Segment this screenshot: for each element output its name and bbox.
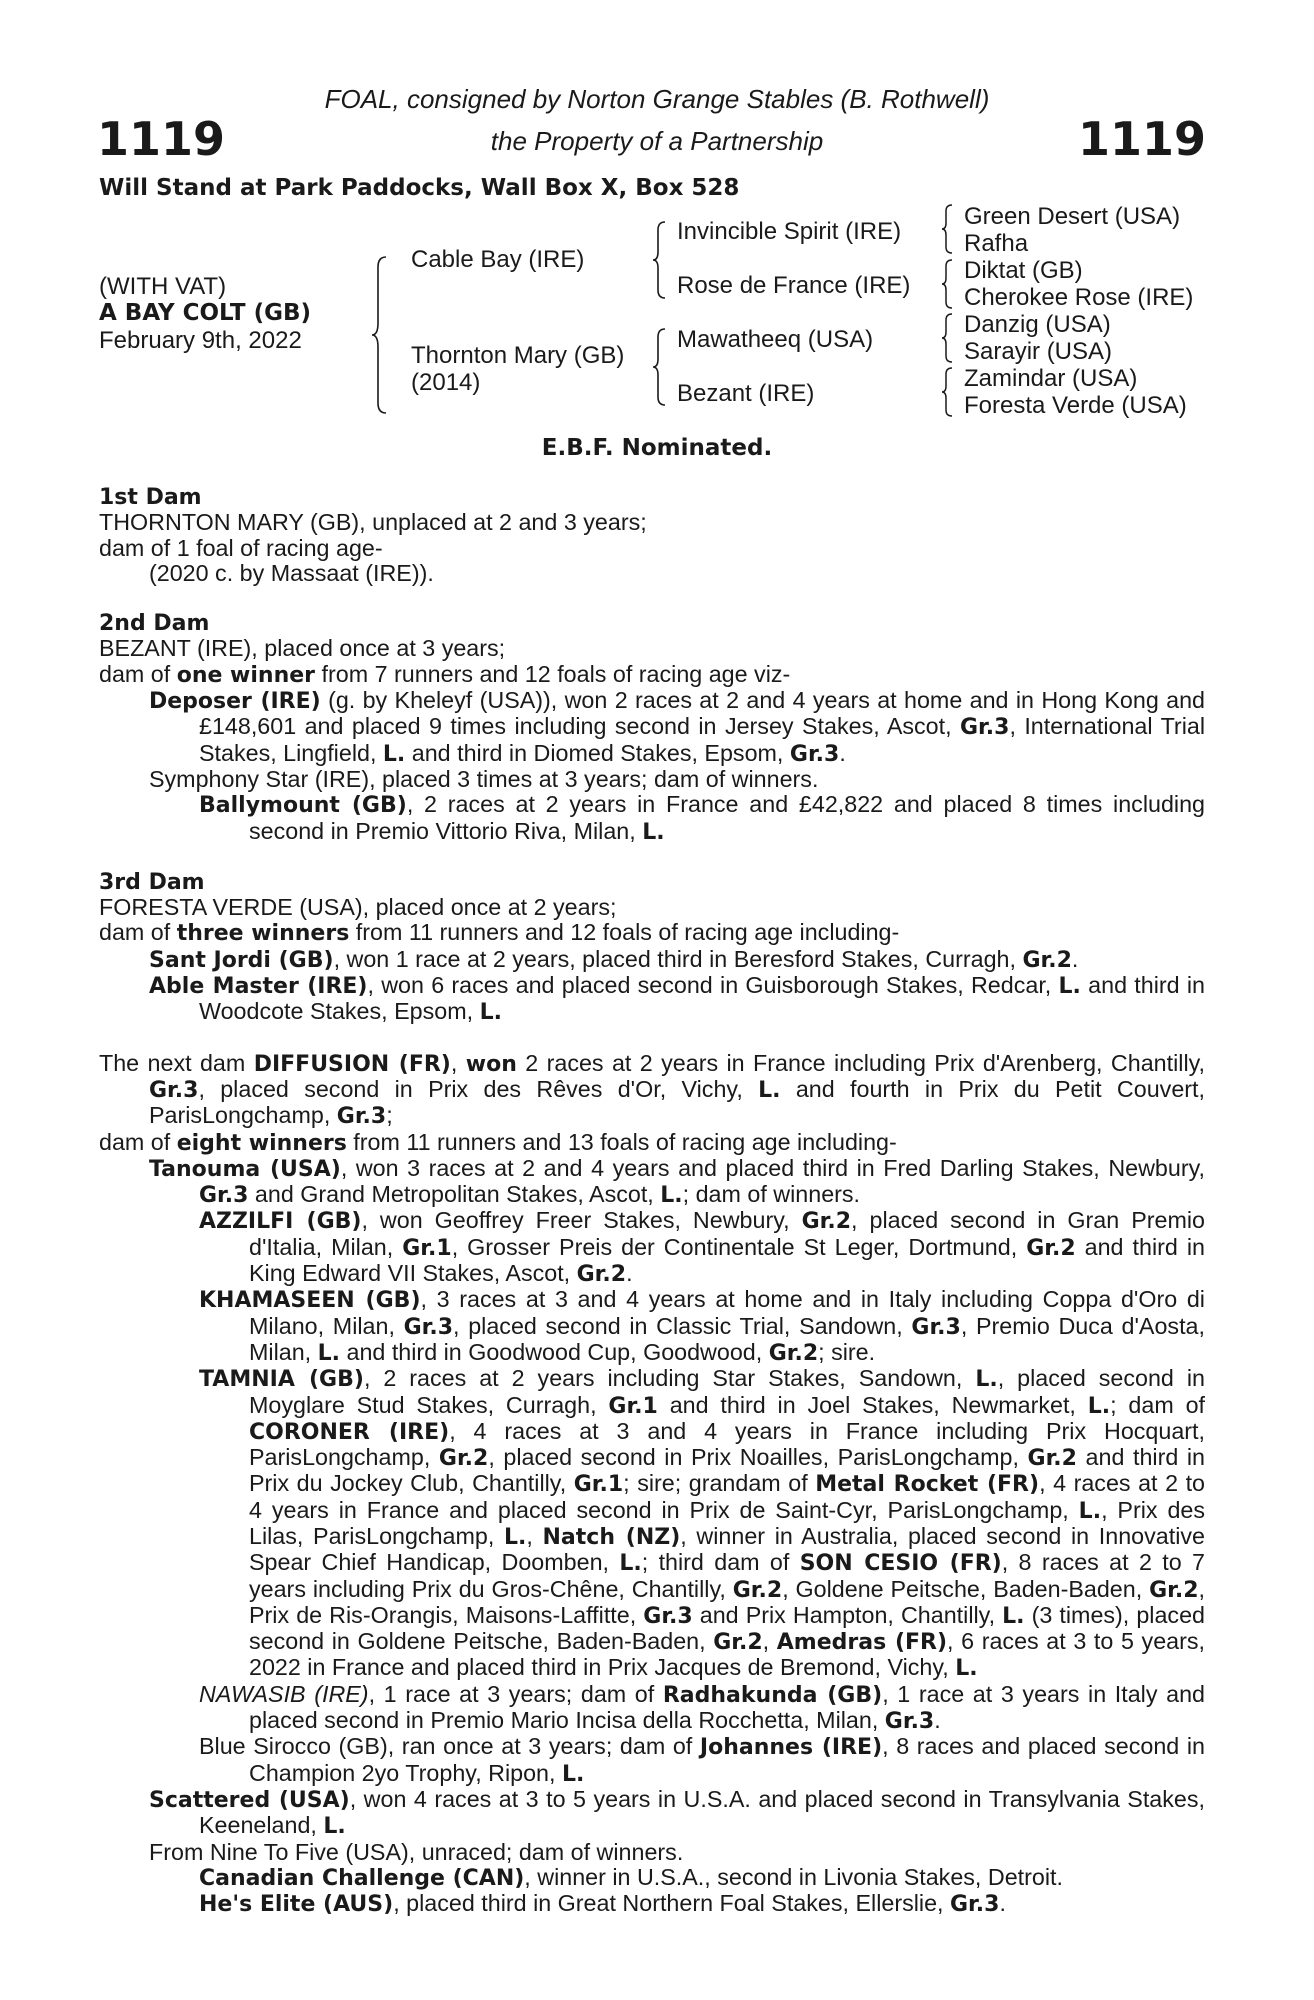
stand-location: Will Stand at Park Paddocks, Wall Box X, Box 528: [99, 175, 740, 201]
produce-entry: From Nine To Five (USA), unraced; dam of winners.: [149, 1838, 684, 1865]
lot-number-left: 1119: [97, 112, 226, 166]
produce-entry: Scattered (USA), won 4 races at 3 to 5 years in U.S.A. and placed second in Transylvania Stakes, Keeneland, L.: [149, 1785, 1205, 1840]
produce-entry: KHAMASEEN (GB), 3 races at 3 and 4 years at home and in Italy including Coppa d'Oro di Milano, Milan, Gr.3, placed second in Classic Trial, Sandown, Gr.3, Premio Duca d'Aosta, Milan, L. and third in Goodwood Cup, Goodwood, Gr.2; sire.: [199, 1286, 1205, 1366]
sire-sire: Invincible Spirit (IRE): [677, 218, 902, 245]
dam: Thornton Mary (GB): [411, 342, 625, 369]
sire: Cable Bay (IRE): [411, 246, 585, 273]
horse-name: A BAY COLT (GB): [99, 300, 312, 326]
pedigree-brace-2: [651, 220, 671, 300]
first-dam-heading: 1st Dam: [99, 485, 202, 510]
ebf-nomination: E.B.F. Nominated.: [541, 435, 773, 461]
grandsire-1: Green Desert (USA): [964, 203, 1181, 230]
produce-entry: He's Elite (AUS), placed third in Great Northern Foal Stakes, Ellerslie, Gr.3.: [199, 1890, 1006, 1918]
granddam-2: Cherokee Rose (IRE): [964, 284, 1194, 311]
second-dam-line: dam of one winner from 7 runners and 12 foals of racing age viz-: [99, 660, 791, 688]
pedigree-brace-5: [940, 258, 958, 310]
second-dam-heading: 2nd Dam: [99, 611, 210, 637]
second-dam-line: BEZANT (IRE), placed once at 3 years;: [99, 635, 506, 662]
produce-entry: Tanouma (USA), won 3 races at 2 and 4 years and placed third in Fred Darling Stakes, Newbury, Gr.3 and Grand Metropolitan Stakes, Ascot, L.; dam of winners.: [149, 1154, 1205, 1209]
granddam-3: Sarayir (USA): [964, 338, 1113, 365]
pedigree-brace-3: [651, 327, 671, 407]
dam-sire: Mawatheeq (USA): [677, 326, 874, 353]
produce-entry: Canadian Challenge (CAN), winner in U.S.A., second in Livonia Stakes, Detroit.: [199, 1863, 1063, 1891]
produce-entry: Blue Sirocco (GB), ran once at 3 years; dam of Johannes (IRE), 8 races and placed second in Champion 2yo Trophy, Ripon, L.: [199, 1733, 1206, 1787]
produce-entry: NAWASIB (IRE), 1 race at 3 years; dam of Radhakunda (GB), 1 race at 3 years in Italy and placed second in Premio Mario Incisa della Rocchetta, Milan, Gr.3.: [199, 1680, 1205, 1735]
grandsire-2: Diktat (GB): [964, 257, 1083, 284]
pedigree-brace-1: [370, 255, 392, 415]
next-dam-line: dam of eight winners from 11 runners and 13 foals of racing age including-: [99, 1128, 897, 1156]
granddam-1: Rafha: [964, 230, 1029, 257]
sire-dam: Rose de France (IRE): [677, 272, 911, 299]
pedigree-brace-7: [940, 366, 958, 418]
dam-year: (2014): [411, 369, 481, 396]
third-dam-line: dam of three winners from 11 runners and 12 foals of racing age including-: [99, 919, 900, 947]
produce-entry: Able Master (IRE), won 6 races and placed second in Guisborough Stakes, Redcar, L. and third in Woodcote Stakes, Epsom, L.: [149, 972, 1205, 1026]
grandsire-4: Zamindar (USA): [964, 365, 1138, 392]
produce-entry: Deposer (IRE) (g. by Kheleyf (USA)), won 2 races at 2 and 4 years at home and in Hong Kong and £148,601 and placed 9 times including second in Jersey Stakes, Ascot, Gr.3, International Trial Stakes, Lingfield, L. and third in Diomed Stakes, Epsom, Gr.3.: [149, 687, 1206, 767]
granddam-4: Foresta Verde (USA): [964, 392, 1187, 419]
vat-note: (WITH VAT): [99, 273, 227, 300]
first-dam-line: (2020 c. by Massaat (IRE)).: [149, 559, 434, 586]
property-line: the Property of a Partnership: [490, 126, 824, 156]
lot-number-right: 1119: [1077, 112, 1206, 166]
foaling-date: February 9th, 2022: [99, 327, 302, 354]
pedigree-brace-4: [940, 203, 958, 255]
grandsire-3: Danzig (USA): [964, 311, 1111, 338]
dam-dam: Bezant (IRE): [677, 380, 815, 407]
produce-entry: TAMNIA (GB), 2 races at 2 years including Star Stakes, Sandown, L., placed second in Moyglare Stud Stakes, Curragh, Gr.1 and third in Joel Stakes, Newmarket, L.; dam of CORONER (IRE), 4 races at 3 and 4 years in France including Prix Hocquart, ParisLongchamp, Gr.2, placed second in Prix Noailles, ParisLongchamp, Gr.2 and third in Prix du Jockey Club, Chantilly, Gr.1; sire; grandam of Metal Rocket (FR), 4 races at 2 to 4 years in France and placed second in Prix de Saint-Cyr, ParisLongchamp, L., Prix des Lilas, ParisLongchamp, L., Natch (NZ), winner in Australia, placed second in Innovative Spear Chief Handicap, Doomben, L.; third dam of SON CESIO (FR), 8 races at 2 to 7 years including Prix du Gros-Chêne, Chantilly, Gr.2, Goldene Peitsche, Baden-Baden, Gr.2, Prix de Ris-Orangis, Maisons-Laffitte, Gr.3 and Prix Hampton, Chantilly, L. (3 times), placed second in Goldene Peitsche, Baden-Baden, Gr.2, Amedras (FR), 6 races at 3 to 5 years, 2022 in France and placed third in Prix Jacques de Bremond, Vichy, L.: [199, 1365, 1206, 1682]
produce-entry: Symphony Star (IRE), placed 3 times at 3 years; dam of winners.: [149, 765, 819, 792]
produce-entry: Sant Jordi (GB), won 1 race at 2 years, placed third in Beresford Stakes, Curragh, Gr.2.: [149, 945, 1079, 973]
third-dam-heading: 3rd Dam: [99, 869, 205, 895]
consignor-line: FOAL, consigned by Norton Grange Stables (B. Rothwell): [324, 84, 990, 114]
next-dam-entry: The next dam DIFFUSION (FR), won 2 races at 2 years in France including Prix d'Arenberg, Chantilly, Gr.3, placed second in Prix des Rêves d'Or, Vichy, L. and fourth in Prix du Petit Couvert, ParisLongchamp, Gr.3;: [99, 1049, 1206, 1130]
produce-entry: Ballymount (GB), 2 races at 2 years in France and £42,822 and placed 8 times including second in Premio Vittorio Riva, Milan, L.: [199, 791, 1206, 845]
produce-entry: AZZILFI (GB), won Geoffrey Freer Stakes, Newbury, Gr.2, placed second in Gran Premio d'Italia, Milan, Gr.1, Grosser Preis der Continentale St Leger, Dortmund, Gr.2 and third in King Edward VII Stakes, Ascot, Gr.2.: [199, 1207, 1205, 1288]
pedigree-brace-6: [940, 312, 958, 364]
produce-record: [99, 485, 1205, 1917]
third-dam-line: FORESTA VERDE (USA), placed once at 2 years;: [99, 894, 617, 921]
first-dam-line: THORNTON MARY (GB), unplaced at 2 and 3 years;: [99, 509, 647, 536]
first-dam-line: dam of 1 foal of racing age-: [99, 534, 383, 561]
